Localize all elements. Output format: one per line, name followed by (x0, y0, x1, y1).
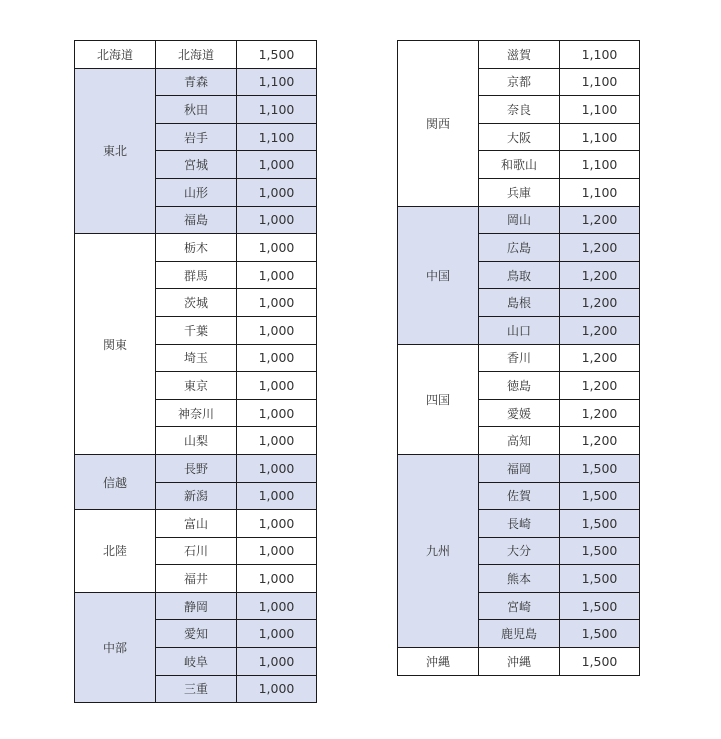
region-cell: 四国 (398, 344, 479, 454)
prefecture-cell: 福岡 (479, 454, 560, 482)
price-cell: 1,000 (237, 454, 317, 482)
prefecture-cell: 岩手 (156, 123, 237, 151)
price-cell: 1,000 (237, 675, 317, 703)
region-cell: 九州 (398, 454, 479, 647)
price-cell: 1,100 (560, 68, 640, 96)
prefecture-cell: 東京 (156, 372, 237, 400)
price-cell: 1,000 (237, 427, 317, 455)
prefecture-cell: 秋田 (156, 96, 237, 124)
table-row (75, 68, 317, 96)
region-cell: 関西 (398, 41, 479, 207)
price-cell: 1,100 (560, 123, 640, 151)
prefecture-cell: 青森 (156, 68, 237, 96)
region-cell: 関東 (75, 234, 156, 455)
prefecture-cell: 福井 (156, 565, 237, 593)
prefecture-cell: 福島 (156, 206, 237, 234)
table-row (398, 648, 640, 676)
prefecture-cell: 山口 (479, 316, 560, 344)
price-cell: 1,000 (237, 234, 317, 262)
prefecture-cell: 三重 (156, 675, 237, 703)
table-row (398, 41, 640, 69)
table-row (75, 234, 317, 262)
prefecture-cell: 群馬 (156, 261, 237, 289)
prefecture-cell: 高知 (479, 427, 560, 455)
price-cell: 1,100 (237, 123, 317, 151)
prefecture-cell: 京都 (479, 68, 560, 96)
price-cell: 1,500 (560, 620, 640, 648)
region-cell: 信越 (75, 454, 156, 509)
price-cell: 1,500 (237, 41, 317, 69)
prefecture-cell: 鹿児島 (479, 620, 560, 648)
price-cell: 1,000 (237, 178, 317, 206)
prefecture-cell: 滋賀 (479, 41, 560, 69)
price-cell: 1,000 (237, 206, 317, 234)
prefecture-cell: 北海道 (156, 41, 237, 69)
table-row (75, 592, 317, 620)
prefecture-cell: 宮城 (156, 151, 237, 179)
region-cell: 中部 (75, 592, 156, 702)
price-cell: 1,000 (237, 372, 317, 400)
region-cell: 中国 (398, 206, 479, 344)
prefecture-cell: 鳥取 (479, 261, 560, 289)
prefecture-cell: 兵庫 (479, 178, 560, 206)
price-cell: 1,000 (237, 289, 317, 317)
price-cell: 1,000 (237, 261, 317, 289)
price-cell: 1,000 (237, 592, 317, 620)
price-cell: 1,100 (237, 96, 317, 124)
price-cell: 1,000 (237, 537, 317, 565)
price-cell: 1,200 (560, 289, 640, 317)
prefecture-cell: 愛媛 (479, 399, 560, 427)
prefecture-cell: 神奈川 (156, 399, 237, 427)
prefecture-cell: 静岡 (156, 592, 237, 620)
rate-table-right-body (398, 41, 640, 676)
price-cell: 1,500 (560, 648, 640, 676)
prefecture-cell: 千葉 (156, 316, 237, 344)
table-row (398, 344, 640, 372)
prefecture-cell: 佐賀 (479, 482, 560, 510)
price-cell: 1,000 (237, 482, 317, 510)
price-cell: 1,200 (560, 399, 640, 427)
price-cell: 1,100 (237, 68, 317, 96)
prefecture-cell: 香川 (479, 344, 560, 372)
price-cell: 1,500 (560, 510, 640, 538)
price-cell: 1,500 (560, 537, 640, 565)
prefecture-cell: 石川 (156, 537, 237, 565)
prefecture-cell: 島根 (479, 289, 560, 317)
region-cell: 北海道 (75, 41, 156, 69)
prefecture-cell: 栃木 (156, 234, 237, 262)
price-cell: 1,500 (560, 592, 640, 620)
region-cell: 沖縄 (398, 648, 479, 676)
prefecture-cell: 徳島 (479, 372, 560, 400)
table-row (398, 206, 640, 234)
table-row (75, 510, 317, 538)
prefecture-cell: 山形 (156, 178, 237, 206)
rate-table-left-body (75, 41, 317, 703)
price-cell: 1,200 (560, 316, 640, 344)
price-cell: 1,000 (237, 648, 317, 676)
prefecture-cell: 大阪 (479, 123, 560, 151)
prefecture-cell: 和歌山 (479, 151, 560, 179)
price-cell: 1,500 (560, 482, 640, 510)
prefecture-cell: 岡山 (479, 206, 560, 234)
price-cell: 1,000 (237, 151, 317, 179)
prefecture-cell: 奈良 (479, 96, 560, 124)
table-row (75, 454, 317, 482)
prefecture-cell: 富山 (156, 510, 237, 538)
table-row (398, 454, 640, 482)
table-row (75, 41, 317, 69)
prefecture-cell: 山梨 (156, 427, 237, 455)
prefecture-cell: 熊本 (479, 565, 560, 593)
region-cell: 北陸 (75, 510, 156, 593)
prefecture-cell: 宮崎 (479, 592, 560, 620)
prefecture-cell: 長崎 (479, 510, 560, 538)
region-cell: 東北 (75, 68, 156, 234)
price-cell: 1,100 (560, 151, 640, 179)
price-cell: 1,000 (237, 399, 317, 427)
prefecture-cell: 埼玉 (156, 344, 237, 372)
price-cell: 1,200 (560, 372, 640, 400)
price-cell: 1,100 (560, 178, 640, 206)
prefecture-cell: 長野 (156, 454, 237, 482)
price-cell: 1,000 (237, 510, 317, 538)
price-cell: 1,000 (237, 565, 317, 593)
rate-table-left (74, 40, 317, 703)
prefecture-cell: 沖縄 (479, 648, 560, 676)
price-cell: 1,500 (560, 565, 640, 593)
prefecture-cell: 愛知 (156, 620, 237, 648)
price-cell: 1,500 (560, 454, 640, 482)
price-cell: 1,200 (560, 234, 640, 262)
price-cell: 1,000 (237, 344, 317, 372)
prefecture-cell: 茨城 (156, 289, 237, 317)
price-cell: 1,000 (237, 316, 317, 344)
rate-table-right (397, 40, 640, 676)
price-cell: 1,100 (560, 41, 640, 69)
price-cell: 1,200 (560, 427, 640, 455)
price-cell: 1,200 (560, 261, 640, 289)
price-cell: 1,200 (560, 344, 640, 372)
price-cell: 1,200 (560, 206, 640, 234)
price-cell: 1,100 (560, 96, 640, 124)
price-cell: 1,000 (237, 620, 317, 648)
prefecture-cell: 岐阜 (156, 648, 237, 676)
prefecture-cell: 新潟 (156, 482, 237, 510)
prefecture-cell: 大分 (479, 537, 560, 565)
prefecture-cell: 広島 (479, 234, 560, 262)
